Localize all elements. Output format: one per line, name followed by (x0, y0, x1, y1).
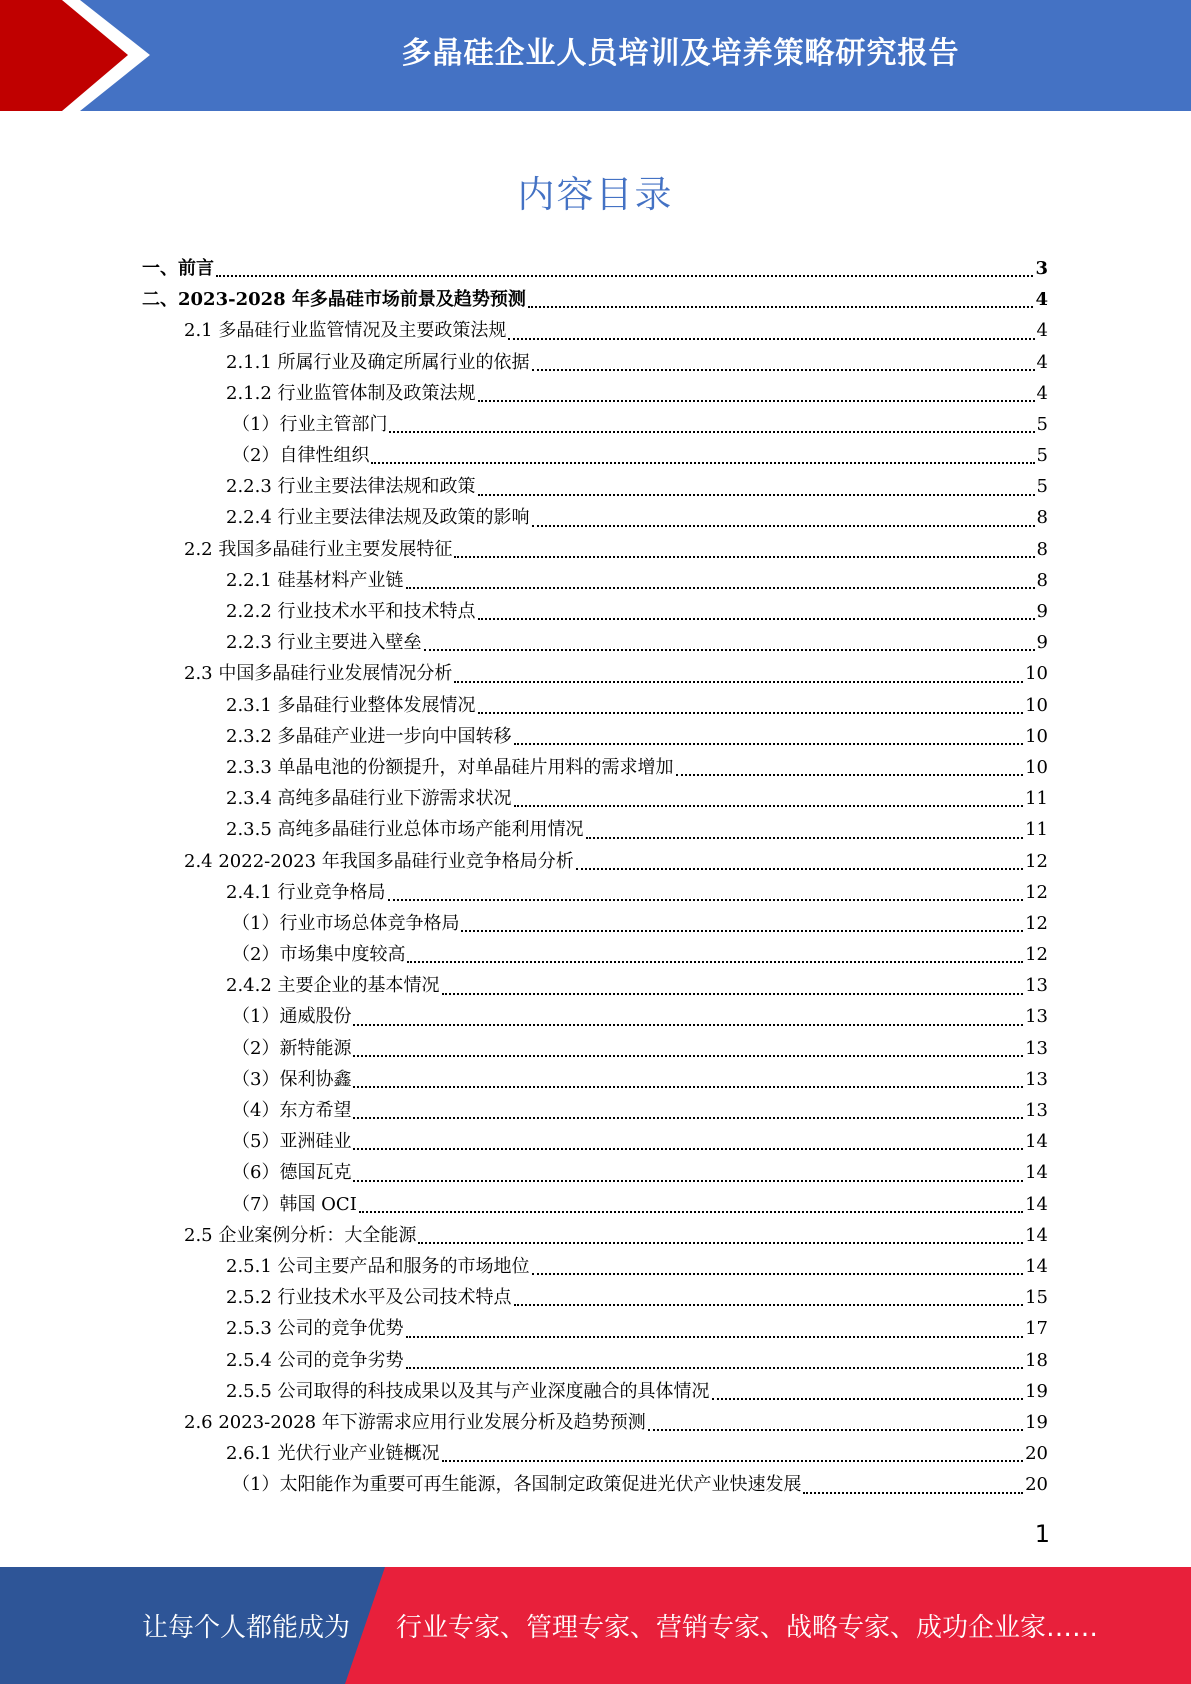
toc-entry-page: 20 (1025, 1474, 1048, 1496)
toc-entry-page: 5 (1036, 413, 1048, 435)
toc-entry-page: 8 (1036, 507, 1048, 529)
toc-entry-label: （6）德国瓦克 (232, 1162, 352, 1184)
toc-entry[interactable] (142, 503, 1048, 534)
toc-leader-dots (454, 556, 1034, 558)
toc-entry-label: （2）新特能源 (232, 1037, 352, 1059)
toc-entry-page: 5 (1036, 445, 1048, 467)
toc-entry-label: 2.2.2 行业技术水平和技术特点 (226, 601, 476, 623)
toc-entry-page: 14 (1025, 1255, 1048, 1277)
toc-entry-label: 2.5.5 公司取得的科技成果以及其与产业深度融合的具体情况 (226, 1380, 710, 1402)
toc-entry[interactable] (142, 1220, 1048, 1251)
toc-entry[interactable] (142, 1064, 1048, 1095)
toc-entry-page: 12 (1025, 881, 1048, 903)
toc-entry[interactable] (142, 347, 1048, 378)
page-footer (0, 1567, 1191, 1684)
toc-entry-label: （1）行业市场总体竞争格局 (232, 912, 460, 934)
toc-entry[interactable] (142, 1282, 1048, 1313)
toc-leader-dots (478, 712, 1024, 714)
toc-leader-dots (461, 930, 1023, 932)
toc-entry-page: 10 (1025, 756, 1048, 778)
toc-entry[interactable] (142, 846, 1048, 877)
toc-leader-dots (406, 587, 1035, 589)
toc-entry-label: 2.3 中国多晶硅行业发展情况分析 (184, 663, 453, 685)
toc-entry-page: 5 (1036, 476, 1048, 498)
toc-leader-dots (418, 1242, 1023, 1244)
toc-entry[interactable] (142, 409, 1048, 440)
toc-leader-dots (371, 462, 1034, 464)
toc-leader-dots (586, 837, 1024, 839)
toc-entry[interactable] (142, 440, 1048, 471)
toc-leader-dots (508, 338, 1034, 340)
toc-entry-label: 2.5.2 行业技术水平及公司技术特点 (226, 1287, 512, 1309)
toc-entry-page: 13 (1025, 1006, 1048, 1028)
toc-leader-dots (407, 961, 1023, 963)
toc-entry-page: 8 (1036, 538, 1048, 560)
toc-entry-label: 2.4 2022-2023 年我国多晶硅行业竞争格局分析 (184, 850, 574, 872)
toc-entry[interactable] (142, 1095, 1048, 1126)
footer-slogan-left: 让每个人都能成为 (142, 1613, 351, 1643)
toc-entry-label: （2）市场集中度较高 (232, 944, 406, 966)
toc-leader-dots (406, 1336, 1024, 1338)
toc-entry[interactable] (142, 534, 1048, 565)
toc-entry-page: 8 (1036, 569, 1048, 591)
toc-entry-label: （1）太阳能作为重要可再生能源，各国制定政策促进光伏产业快速发展 (232, 1474, 802, 1496)
toc-entry-label: 2.5 企业案例分析：大全能源 (184, 1224, 417, 1246)
toc-entry-page: 3 (1035, 257, 1048, 279)
toc-entry[interactable] (142, 1469, 1048, 1500)
toc-entry-page: 4 (1036, 382, 1048, 404)
toc-entry-label: 2.6.1 光伏行业产业链概况 (226, 1443, 440, 1465)
toc-entry[interactable] (142, 1033, 1048, 1064)
toc-entry-label: 2.3.3 单晶电池的份额提升，对单晶硅片用料的需求增加 (226, 756, 674, 778)
toc-entry[interactable] (142, 1345, 1048, 1376)
toc-entry-page: 19 (1025, 1380, 1048, 1402)
toc-entry[interactable] (142, 1002, 1048, 1033)
toc-entry[interactable] (142, 658, 1048, 689)
toc-leader-dots (532, 1273, 1024, 1275)
toc-entry[interactable] (142, 378, 1048, 409)
toc-entry-page: 13 (1025, 1068, 1048, 1090)
toc-entry-label: 一、前言 (142, 257, 214, 279)
toc-leader-dots (353, 1117, 1023, 1119)
toc-leader-dots (353, 1148, 1023, 1150)
toc-leader-dots (442, 993, 1024, 995)
toc-entry[interactable] (142, 721, 1048, 752)
toc-leader-dots (478, 400, 1035, 402)
toc-entry[interactable] (142, 565, 1048, 596)
toc-leader-dots (216, 275, 1033, 277)
toc-entry-page: 9 (1036, 601, 1048, 623)
toc-entry-label: 2.6 2023-2028 年下游需求应用行业发展分析及趋势预测 (184, 1411, 646, 1433)
toc-entry-label: 2.2.3 行业主要法律法规和政策 (226, 476, 476, 498)
header-title: 多晶硅企业人员培训及培养策略研究报告 (401, 36, 960, 71)
page-number: 1 (1034, 1520, 1050, 1548)
toc-leader-dots (389, 431, 1034, 433)
toc-leader-dots (712, 1398, 1024, 1400)
toc-entry[interactable] (142, 253, 1048, 284)
toc-entry-label: 2.5.3 公司的竞争优势 (226, 1318, 404, 1340)
toc-entry-page: 12 (1025, 912, 1048, 934)
toc-entry[interactable] (142, 1313, 1048, 1344)
toc-entry-label: 2.3.1 多晶硅行业整体发展情况 (226, 694, 476, 716)
toc-leader-dots (424, 649, 1035, 651)
toc-leader-dots (406, 1367, 1024, 1369)
toc-entry-page: 20 (1025, 1443, 1048, 1465)
toc-entry-label: （1）通威股份 (232, 1006, 352, 1028)
toc-entry[interactable] (142, 1126, 1048, 1157)
toc-entry-label: （5）亚洲硅业 (232, 1131, 352, 1153)
toc-leader-dots (514, 743, 1024, 745)
toc-entry-label: 2.3.4 高纯多晶硅行业下游需求状况 (226, 788, 512, 810)
toc-entry-page: 13 (1025, 975, 1048, 997)
toc-entry-page: 19 (1025, 1411, 1048, 1433)
toc-entry[interactable] (142, 284, 1048, 315)
toc-entry-label: 2.5.1 公司主要产品和服务的市场地位 (226, 1255, 530, 1277)
toc-entry-label: 二、2023-2028 年多晶硅市场前景及趋势预测 (142, 289, 526, 311)
toc-entry-label: 2.2.1 硅基材料产业链 (226, 569, 404, 591)
toc-entry-page: 10 (1025, 725, 1048, 747)
toc-entry[interactable] (142, 1251, 1048, 1282)
toc-entry-page: 4 (1036, 320, 1048, 342)
toc-entry[interactable] (142, 1189, 1048, 1220)
toc-entry-page: 4 (1036, 351, 1048, 373)
toc-entry-label: 2.2 我国多晶硅行业主要发展特征 (184, 538, 453, 560)
toc-entry-page: 18 (1025, 1349, 1048, 1371)
footer-slogan-right: 行业专家、管理专家、营销专家、战略专家、成功企业家…… (396, 1613, 1099, 1643)
toc-entry[interactable] (142, 908, 1048, 939)
table-of-contents (142, 253, 1048, 1501)
toc-entry[interactable] (142, 939, 1048, 970)
toc-entry-label: 2.2.3 行业主要进入壁垒 (226, 632, 422, 654)
toc-leader-dots (514, 805, 1024, 807)
toc-entry-label: 2.2.4 行业主要法律法规及政策的影响 (226, 507, 530, 529)
toc-entry-page: 11 (1025, 819, 1048, 841)
toc-leader-dots (514, 1304, 1024, 1306)
toc-entry[interactable] (142, 627, 1048, 658)
toc-leader-dots (353, 1024, 1023, 1026)
toc-entry-label: （2）自律性组织 (232, 445, 370, 467)
toc-leader-dots (803, 1492, 1023, 1494)
toc-entry[interactable] (142, 1376, 1048, 1407)
toc-entry[interactable] (142, 752, 1048, 783)
toc-leader-dots (454, 681, 1023, 683)
toc-entry[interactable] (142, 471, 1048, 502)
toc-leader-dots (528, 306, 1034, 308)
toc-entry-page: 15 (1025, 1287, 1048, 1309)
toc-title: 内容目录 (517, 173, 674, 216)
toc-entry-page: 14 (1025, 1224, 1048, 1246)
toc-leader-dots (353, 1055, 1023, 1057)
toc-leader-dots (478, 618, 1035, 620)
toc-entry-page: 14 (1025, 1162, 1048, 1184)
toc-entry[interactable] (142, 596, 1048, 627)
toc-entry[interactable] (142, 877, 1048, 908)
toc-entry-label: 2.4.1 行业竞争格局 (226, 881, 386, 903)
toc-entry-page: 9 (1036, 632, 1048, 654)
toc-entry[interactable] (142, 315, 1048, 346)
toc-leader-dots (532, 525, 1035, 527)
toc-leader-dots (388, 899, 1024, 901)
toc-entry[interactable] (142, 1157, 1048, 1188)
toc-entry[interactable] (142, 814, 1048, 845)
toc-entry-label: 2.3.2 多晶硅产业进一步向中国转移 (226, 725, 512, 747)
toc-leader-dots (648, 1429, 1023, 1431)
toc-entry-label: 2.3.5 高纯多晶硅行业总体市场产能利用情况 (226, 819, 584, 841)
toc-entry-page: 13 (1025, 1100, 1048, 1122)
toc-entry-label: （3）保利协鑫 (232, 1068, 352, 1090)
toc-entry-label: 2.1 多晶硅行业监管情况及主要政策法规 (184, 320, 507, 342)
toc-entry-page: 10 (1025, 663, 1048, 685)
toc-entry-page: 17 (1025, 1318, 1048, 1340)
toc-entry-page: 12 (1025, 850, 1048, 872)
toc-entry-label: 2.1.1 所属行业及确定所属行业的依据 (226, 351, 530, 373)
toc-entry-label: 2.4.2 主要企业的基本情况 (226, 975, 440, 997)
toc-entry-label: 2.1.2 行业监管体制及政策法规 (226, 382, 476, 404)
toc-entry[interactable] (142, 970, 1048, 1001)
page-header (0, 0, 1191, 111)
toc-entry[interactable] (142, 1438, 1048, 1469)
toc-entry-label: 2.5.4 公司的竞争劣势 (226, 1349, 404, 1371)
toc-entry-page: 11 (1025, 788, 1048, 810)
toc-entry-page: 14 (1025, 1193, 1048, 1215)
toc-leader-dots (359, 1211, 1023, 1213)
toc-entry-page: 10 (1025, 694, 1048, 716)
toc-entry-label: （7）韩国 OCI (232, 1193, 357, 1215)
toc-entry[interactable] (142, 783, 1048, 814)
toc-entry-label: （1）行业主管部门 (232, 413, 388, 435)
toc-entry-page: 4 (1035, 289, 1048, 311)
toc-leader-dots (442, 1460, 1024, 1462)
toc-leader-dots (676, 774, 1024, 776)
toc-entry[interactable] (142, 690, 1048, 721)
toc-entry-label: （4）东方希望 (232, 1100, 352, 1122)
toc-leader-dots (532, 369, 1035, 371)
toc-entry-page: 14 (1025, 1131, 1048, 1153)
toc-entry-page: 12 (1025, 944, 1048, 966)
toc-leader-dots (353, 1086, 1023, 1088)
toc-entry-page: 13 (1025, 1037, 1048, 1059)
toc-entry[interactable] (142, 1407, 1048, 1438)
toc-leader-dots (576, 868, 1023, 870)
toc-leader-dots (478, 494, 1035, 496)
toc-leader-dots (353, 1180, 1023, 1182)
